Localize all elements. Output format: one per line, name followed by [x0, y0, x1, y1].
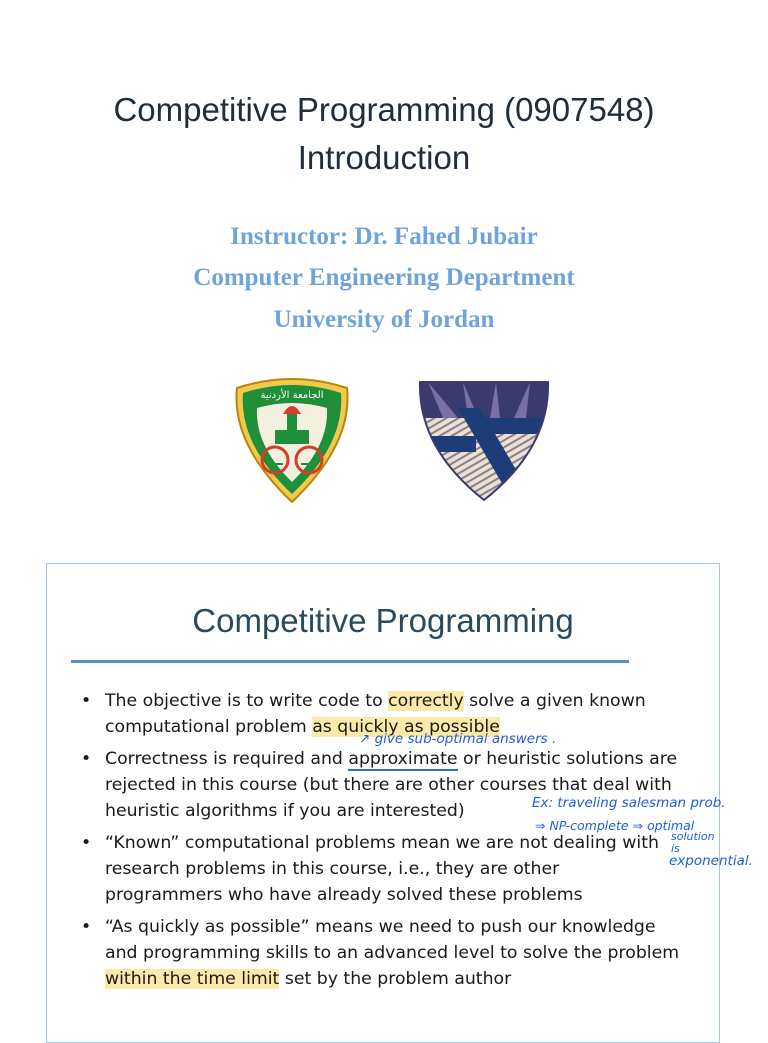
content-slide [46, 563, 753, 1043]
bullet-text: set by the problem author [279, 969, 512, 989]
bullet-glyph: • [81, 917, 92, 937]
content-slide-heading: Competitive Programming [192, 602, 574, 639]
highlighted-text: as quickly as possible [312, 717, 500, 737]
annotation-example: Ex: traveling salesman prob. [532, 795, 726, 811]
slide-title-line2: Introduction [297, 139, 471, 176]
annotation-exponential: exponential. [669, 853, 753, 869]
underlined-text: approximate [348, 749, 458, 769]
bullet-text: solve a given known computational problem [105, 691, 646, 737]
department-name: Computer Engineering Department [193, 264, 575, 291]
university-name: University of Jordan [273, 306, 495, 333]
bullet-glyph: • [81, 691, 92, 711]
slide-title-line1: Competitive Programming (0907548) [113, 91, 655, 128]
bullet-text: or heuristic solutions are rejected in this course (but there are other courses that deal with heuristic algorithms if you are interested) [105, 749, 678, 821]
annotation-is: is [671, 842, 680, 855]
highlighted-text: within the time limit [105, 969, 280, 989]
seal-arabic-text: الجامعة الأردنية [260, 390, 324, 401]
bullet-glyph: • [81, 749, 92, 769]
bullet-text: “Known” computational problems mean we are not dealing with research problems in this course, i.e., they are other programmers who have already solved these problems [105, 833, 659, 905]
bullet-text: The objective is to write code to [105, 691, 389, 711]
instructor-name: Instructor: Dr. Fahed Jubair [230, 223, 538, 250]
bullet-text: Correctness is required and [105, 749, 349, 769]
heading-divider [71, 660, 629, 663]
university-of-jordan-seal-icon [231, 374, 353, 509]
annotation-suboptimal: ↗ give sub-optimal answers . [359, 731, 557, 747]
list-item [81, 914, 681, 992]
highlighted-text: correctly [388, 691, 464, 711]
bullet-text: “As quickly as possible” means we need to push our knowledge and programming skills to an advanced level to solve the problem [105, 917, 680, 963]
annotation-solution: solution [671, 830, 715, 843]
list-item [81, 746, 681, 824]
engineering-faculty-shield-icon [418, 378, 550, 509]
bullet-glyph: • [81, 833, 92, 853]
annotation-np-complete: ⇒ NP-complete ⇒ optimal [535, 818, 695, 833]
list-item [81, 830, 681, 908]
